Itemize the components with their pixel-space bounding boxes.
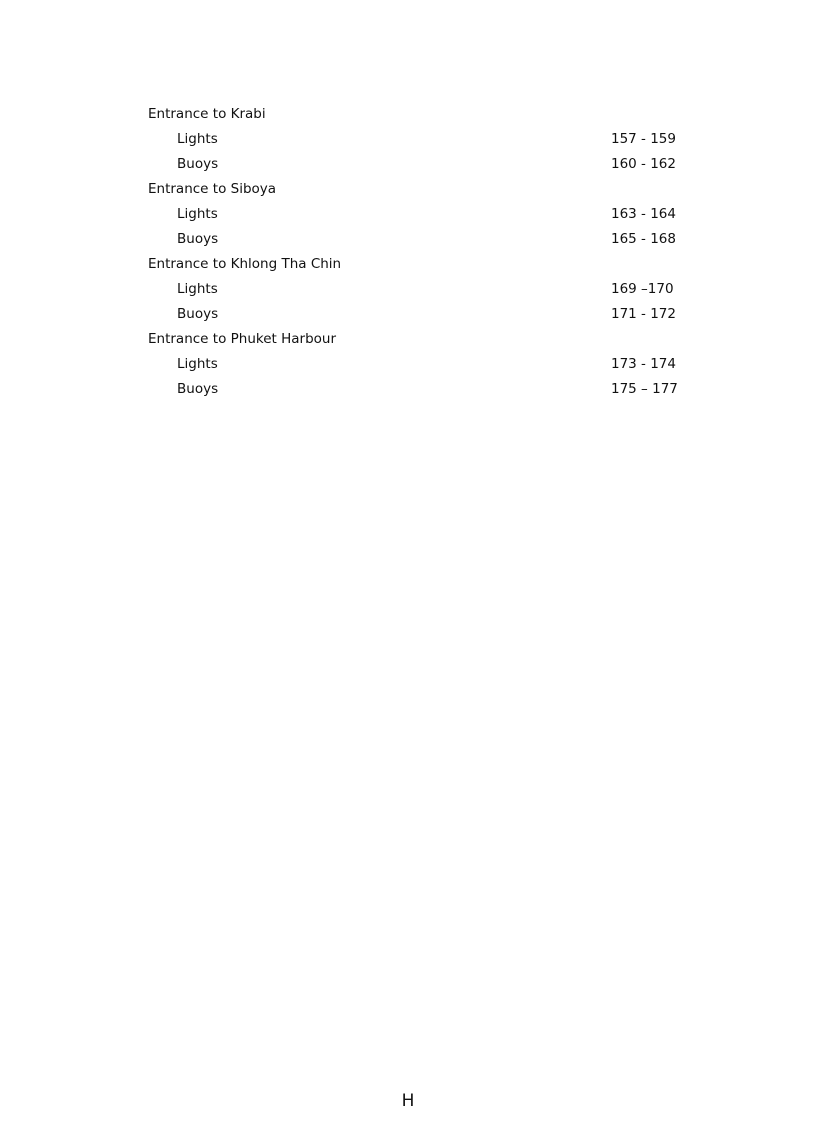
entry-label: Lights (177, 356, 218, 372)
entry-label: Buoys (177, 306, 219, 322)
toc-entry-buoys (148, 227, 688, 252)
toc-entry-buoys (148, 152, 688, 177)
entry-page-range: 160 - 162 (611, 156, 676, 172)
toc-entry-buoys (148, 377, 688, 402)
entry-page-range: 171 - 172 (611, 306, 676, 322)
entry-page-range: 173 - 174 (611, 356, 676, 372)
toc-entry-lights (148, 127, 688, 152)
toc-section-khlong-tha-chin (148, 252, 688, 327)
section-title: Entrance to Krabi (148, 106, 266, 122)
entry-page-range: 165 - 168 (611, 231, 676, 247)
toc-entry-buoys (148, 302, 688, 327)
toc-section-krabi (148, 102, 688, 177)
entry-page-range: 175 – 177 (611, 381, 678, 397)
entry-label: Buoys (177, 231, 219, 247)
entry-label: Lights (177, 206, 218, 222)
entry-page-range: 163 - 164 (611, 206, 676, 222)
page-number: H (401, 1091, 415, 1111)
table-of-contents (148, 102, 688, 402)
entry-label: Buoys (177, 156, 219, 172)
toc-section-siboya (148, 177, 688, 252)
toc-entry-lights (148, 202, 688, 227)
toc-entry-lights (148, 277, 688, 302)
entry-page-range: 157 - 159 (611, 131, 676, 147)
toc-section-phuket-harbour (148, 327, 688, 402)
section-title: Entrance to Phuket Harbour (148, 331, 337, 347)
entry-label: Buoys (177, 381, 219, 397)
entry-label: Lights (177, 131, 218, 147)
section-title: Entrance to Siboya (148, 181, 277, 197)
toc-entry-lights (148, 352, 688, 377)
section-title: Entrance to Khlong Tha Chin (148, 256, 342, 272)
entry-label: Lights (177, 281, 218, 297)
entry-page-range: 169 –170 (611, 281, 674, 297)
